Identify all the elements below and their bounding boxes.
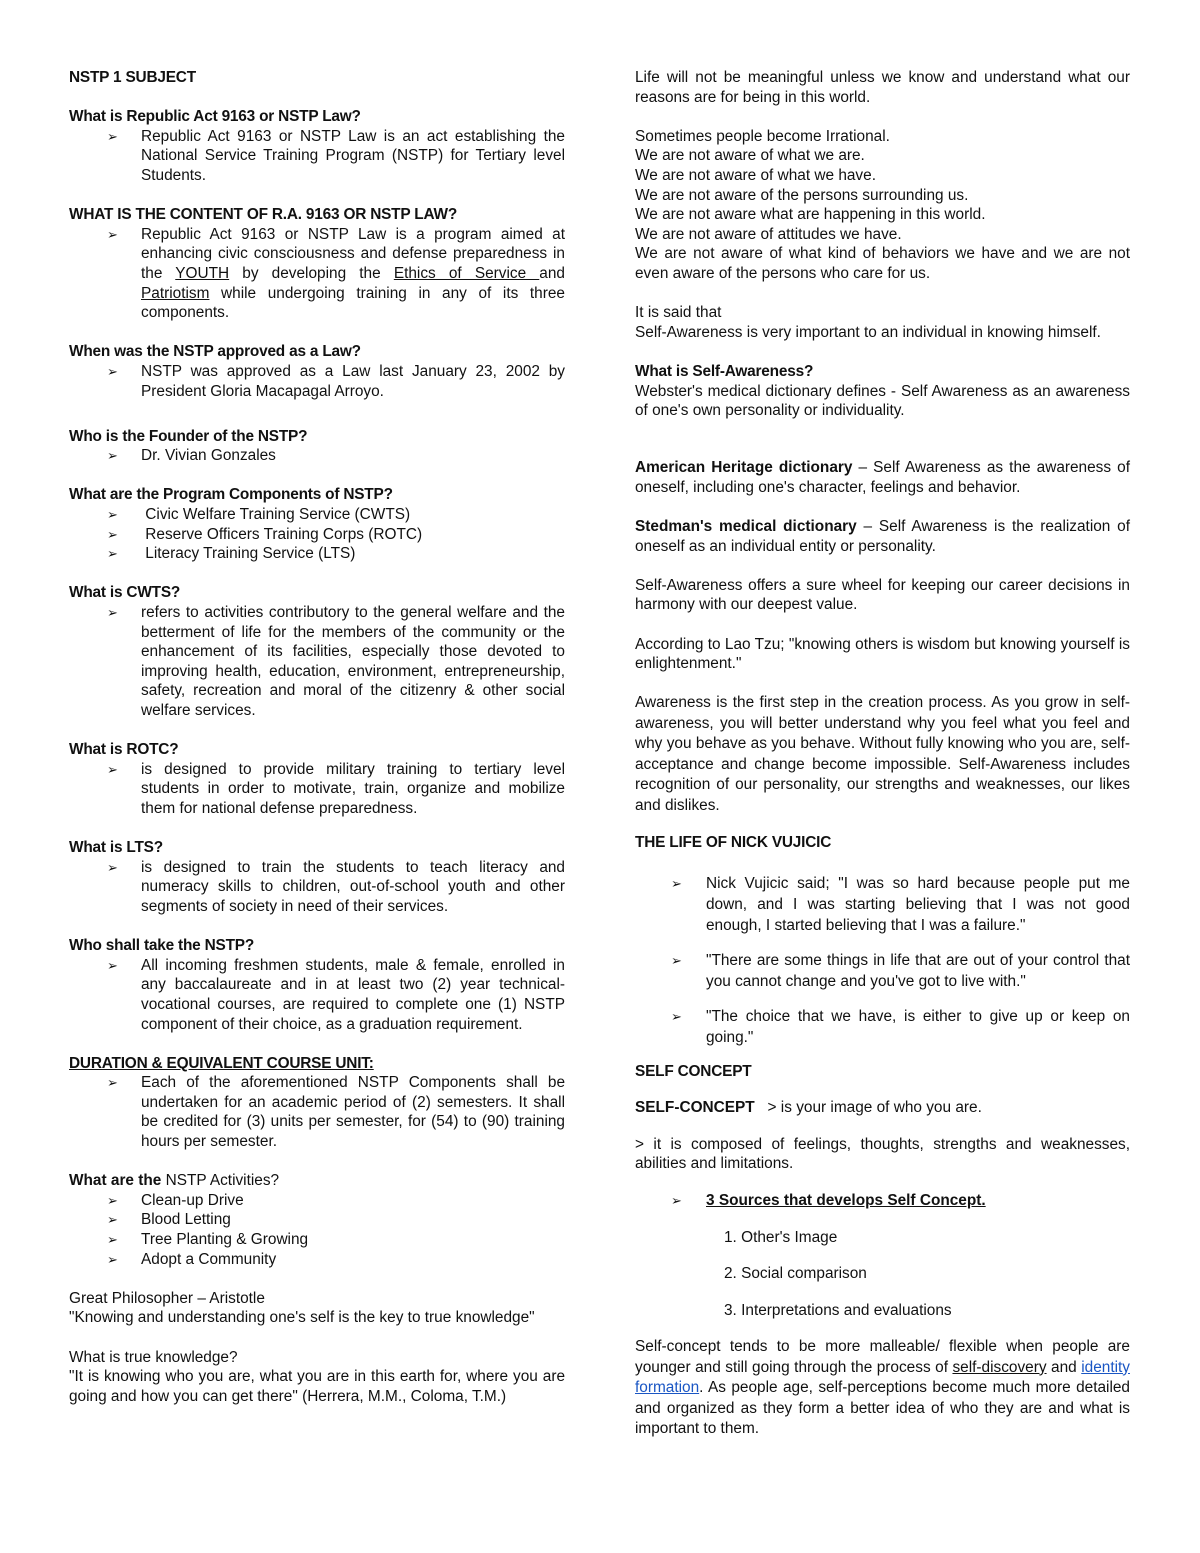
list-item: ➢ Blood Letting [107, 1211, 231, 1229]
answer-founder [0, 446, 565, 466]
answer-ra9163 [0, 127, 565, 186]
list-item: ➢ NSTP was approved as a Law last January 23, 2002 by President Gloria Macapagal Arroyo. [107, 362, 565, 400]
arrow-bullet-icon: ➢ [107, 957, 118, 973]
list-item: ➢ All incoming freshmen students, male & female, enrolled in any baccalaureate and in at least two (2) year technical-vocational courses, are required to complete one (1) NSTP component of their choice, as a graduation requirement. [107, 956, 565, 1033]
arrow-bullet-icon: ➢ [107, 1192, 118, 1208]
list-item: ➢ Clean-up Drive [107, 1191, 244, 1209]
answer-duration [0, 1073, 565, 1151]
answer-who-shall-take [0, 956, 565, 1034]
list-item: ➢ is designed to provide military training to tertiary level students in order to motivate, train, organize and mobilize them for national defense preparedness. [107, 760, 565, 817]
answer-cwts [0, 603, 565, 721]
final-paragraph: Self-concept tends to be more malleable/ flexible when people are younger and still going through the process of self-discovery and identity formation. As people age, self-perceptions become much more detailed and organized as they form a better idea of who they are and what is important to them. [635, 1338, 1130, 1438]
list-item [635, 1191, 1130, 1211]
list-item: ➢ Dr. Vivian Gonzales [107, 447, 276, 465]
arrow-bullet-icon: ➢ [107, 363, 118, 379]
lao-tzu-quote: According to Lao Tzu; "knowing others is wisdom but knowing yourself is enlightenment." [635, 635, 1130, 673]
arrow-bullet-icon: ➢ [107, 1075, 118, 1091]
list-item: ➢ Republic Act 9163 or NSTP Law is a program aimed at enhancing civic consciousness and defense preparedness in the YOUTH by developing the Ethics of Service and Patriotism while undergoing training in any of its three components. [107, 225, 565, 322]
irrational-line: Sometimes people become Irrational. [635, 127, 890, 145]
sources-heading: 3 Sources that develops Self Concept. [706, 1191, 986, 1209]
answer-lts [0, 858, 565, 917]
question-ra9163: What is Republic Act 9163 or NSTP Law? [69, 108, 361, 126]
arrow-bullet-icon: ➢ [107, 546, 118, 562]
arrow-bullet-icon: ➢ [107, 448, 118, 464]
arrow-bullet-icon: ➢ [107, 859, 118, 875]
list-item: ➢ Literacy Training Service (LTS) [107, 545, 356, 563]
stedman-definition: Stedman's medical dictionary – Self Awareness is the realization of oneself as an individual entity or personality. [635, 518, 1131, 555]
american-heritage-definition: American Heritage dictionary – Self Awareness as the awareness of oneself, including one's character, feelings and behavior. [635, 459, 1130, 496]
question-approved: When was the NSTP approved as a Law? [69, 343, 361, 361]
arrow-bullet-icon: ➢ [671, 875, 682, 891]
patriotism-underline: Patriotism [141, 284, 210, 302]
question-content: WHAT IS THE CONTENT OF R.A. 9163 OR NSTP LAW? [69, 206, 458, 224]
intro-paragraph: Life will not be meaningful unless we know and understand what our reasons are for being in this world. [635, 69, 1130, 106]
arrow-bullet-icon: ➢ [107, 1251, 118, 1267]
identity-formation-link[interactable]: identity formation [635, 1358, 1130, 1397]
question-activities: What are the NSTP Activities? [69, 1172, 280, 1190]
nick-vujicic-heading: THE LIFE OF NICK VUJICIC [635, 834, 832, 852]
true-knowledge-quote: "It is knowing who you are, what you are in this earth for, where you are going and how you can get there" (Herrera, M.M., Coloma, T.M.) [69, 1368, 565, 1405]
list-item: ➢ Reserve Officers Training Corps (ROTC) [107, 525, 423, 543]
question-rotc: What is ROTC? [69, 741, 179, 759]
source-item: 2. Social comparison [724, 1265, 867, 1283]
irrational-line: We are not aware what are happening in this world. [635, 206, 986, 224]
irrational-line: We are not aware of attitudes we have. [635, 225, 902, 243]
arrow-bullet-icon: ➢ [107, 605, 118, 621]
source-item: 1. Other's Image [724, 1228, 838, 1246]
list-item: ➢ Tree Planting & Growing [107, 1231, 309, 1249]
list-item: ➢ Adopt a Community [107, 1250, 277, 1268]
arrow-bullet-icon: ➢ [671, 1008, 682, 1024]
youth-underline: YOUTH [175, 264, 230, 282]
irrational-line: We are not aware of what we are. [635, 147, 865, 165]
list-item: ➢ Civic Welfare Training Service (CWTS) [107, 506, 411, 524]
question-founder: Who is the Founder of the NSTP? [69, 427, 308, 445]
question-self-awareness: What is Self-Awareness? [635, 362, 814, 380]
said-line: It is said that [635, 304, 722, 322]
right-column [635, 68, 1130, 1440]
arrow-bullet-icon: ➢ [107, 1232, 118, 1248]
arrow-bullet-icon: ➢ [671, 952, 682, 968]
list-item: ➢ "The choice that we have, is either to give up or keep on going." [671, 1007, 1130, 1046]
irrational-line: We are not aware of the persons surrounding us. [635, 186, 969, 204]
self-concept-composition: > it is composed of feelings, thoughts, strengths and weaknesses, abilities and limitations. [635, 1135, 1130, 1173]
list-item: ➢ Each of the aforementioned NSTP Components shall be undertaken for an academic period of (2) semesters. It shall be credited for (3) units per semester, for (54) to (90) training hours per semester. [107, 1074, 565, 1151]
sources-heading-list [635, 1191, 1130, 1211]
webster-definition: Webster's medical dictionary defines - Self Awareness as an awareness of one's own personality or individuality. [635, 382, 1130, 420]
self-concept-heading: SELF CONCEPT [635, 1062, 752, 1080]
arrow-bullet-icon: ➢ [107, 226, 118, 242]
arrow-bullet-icon: ➢ [107, 526, 118, 542]
list-item: ➢ Republic Act 9163 or NSTP Law is an act establishing the National Service Training Program (NSTP) for Tertiary level Students. [107, 127, 565, 184]
arrow-bullet-icon: ➢ [107, 1212, 118, 1228]
wheel-paragraph: Self-Awareness offers a sure wheel for keeping our career decisions in harmony with our deepest value. [635, 576, 1130, 614]
question-components: What are the Program Components of NSTP? [69, 486, 393, 504]
answer-content [0, 225, 565, 323]
arrow-bullet-icon: ➢ [107, 507, 118, 523]
activities-list [0, 1191, 565, 1269]
self-awareness-importance: Self-Awareness is very important to an individual in knowing himself. [635, 323, 1101, 341]
question-who-shall-take: Who shall take the NSTP? [69, 937, 255, 955]
irrational-line: We are not aware of what kind of behaviors we have and we are not even aware of the persons who care for us. [635, 245, 1130, 282]
left-column [69, 68, 565, 1406]
subject-title: NSTP 1 SUBJECT [69, 69, 196, 86]
arrow-bullet-icon: ➢ [107, 128, 118, 144]
ethics-underline: Ethics of Service [393, 264, 540, 282]
self-discovery-underline: self-discovery [952, 1358, 1047, 1376]
source-item: 3. Interpretations and evaluations [724, 1301, 952, 1319]
list-item: ➢ is designed to train the students to teach literacy and numeracy skills to children, out-of-school youth and other segments of society in need of their services. [107, 858, 565, 915]
duration-heading: DURATION & EQUIVALENT COURSE UNIT: [69, 1054, 374, 1072]
self-concept-definition: SELF-CONCEPT > is your image of who you are. [635, 1099, 982, 1117]
answer-rotc [0, 760, 565, 819]
awareness-paragraph: Awareness is the first step in the creation process. As you grow in self-awareness, you will better understand why you feel what you feel and why you behave as you behave. Without fully knowing who you are, self-acceptance and change become impossible. Self-Awareness includes recognition of our personality, our strengths and weaknesses, our likes and dislikes. [635, 694, 1130, 814]
list-item: ➢ "There are some things in life that are out of your control that you cannot change and you've got to live with." [671, 951, 1130, 990]
aristotle-quote: "Knowing and understanding one's self is the key to true knowledge" [69, 1309, 535, 1327]
arrow-bullet-icon: ➢ [107, 761, 118, 777]
components-list [0, 505, 565, 564]
irrational-line: We are not aware of what we have. [635, 166, 876, 184]
answer-approved [0, 362, 565, 401]
arrow-bullet-icon: ➢ [671, 1192, 682, 1208]
list-item: ➢ Nick Vujicic said; "I was so hard because people put me down, and I was starting believing that I was not good enough, I started believing that I was a failure." [671, 874, 1130, 934]
list-item: ➢ refers to activities contributory to the general welfare and the betterment of life for the members of the community or the enhancement of its facilities, especially those devoted to improving health, education, environment, entrepreneurship, safety, recreation and moral of the citizenry & other social welfare services. [107, 604, 565, 719]
question-true-knowledge: What is true knowledge? [69, 1348, 238, 1366]
philosopher-line: Great Philosopher – Aristotle [69, 1289, 265, 1307]
nick-quotes-list [635, 873, 1130, 1048]
question-cwts: What is CWTS? [69, 584, 181, 602]
question-lts: What is LTS? [69, 839, 163, 857]
